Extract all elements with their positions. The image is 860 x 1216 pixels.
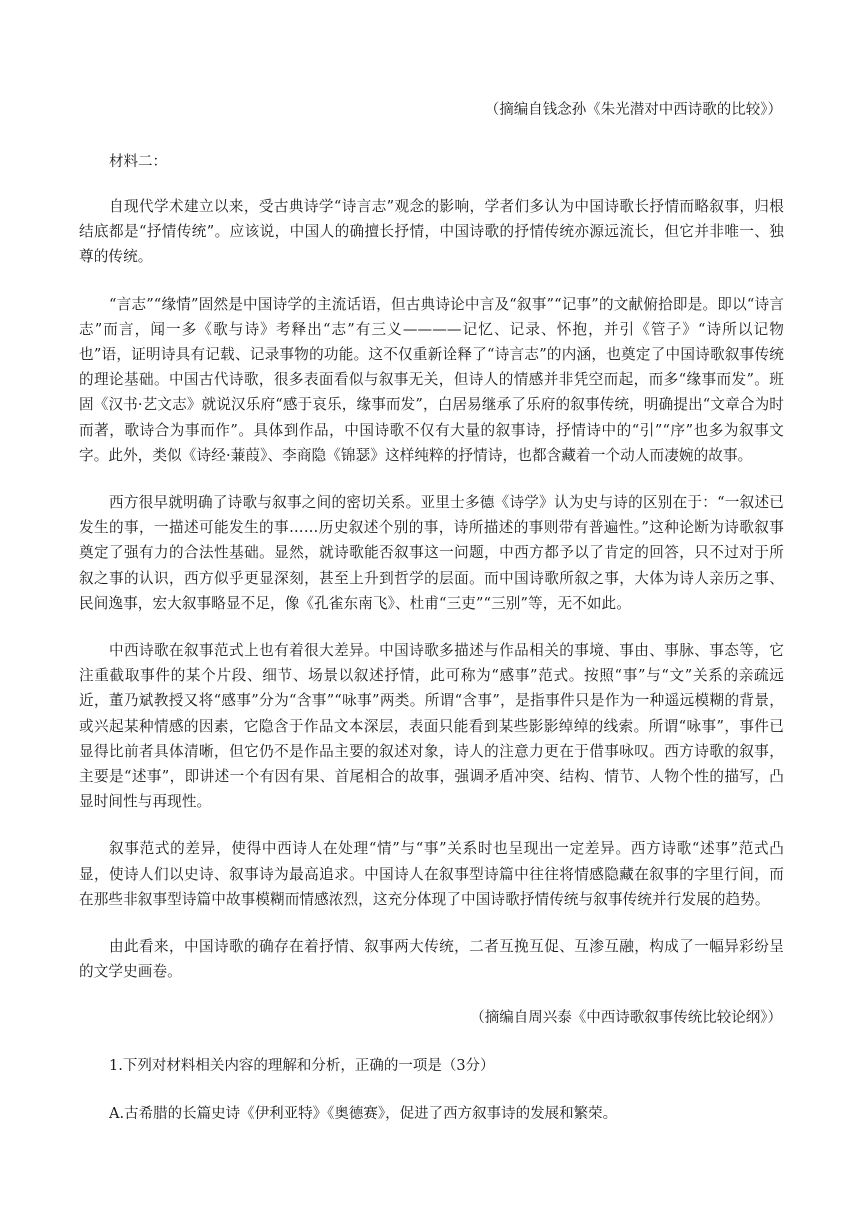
document-page xyxy=(79,98,784,1126)
material-heading: 材料二： xyxy=(109,154,167,170)
paragraph-2: “言志”“缘情”固然是中国诗学的主流话语，但古典诗论中言及“叙事”“记事”的文献俯拾即是。即以“诗言志”而言，闻一多《歌与诗》考释出“志”有三义————记忆、记录、怀抱，并引《管子》“诗所以记物也”语，证明诗具有记载、记录事物的功能。这不仅重新诠释了“诗言志”的内涵，也奠定了中国诗歌叙事传统的理论基础。中国古代诗歌，很多表面看似与叙事无关，但诗人的情感并非凭空而起，而多“缘事而发”。班固《汉书·艺文志》就说汉乐府“感于哀乐，缘事而发”，白居易继承了乐府的叙事传统，明确提出“文章合为时而著，歌诗合为事而作”。具体到作品，中国诗歌不仅有大量的叙事诗，抒情诗中的“引”“序”也多为叙事文字。此外，类似《诗经·蒹葭》、李商隐《锦瑟》这样纯粹的抒情诗，也都含藏着一个动人而凄婉的故事。 xyxy=(79,295,784,464)
paragraph-3: 西方很早就明确了诗歌与叙事之间的密切关系。亚里士多德《诗学》认为史与诗的区别在于：“一叙述已发生的事，一描述可能发生的事……历史叙述个别的事，诗所描述的事则带有普遍性。”这种论断为诗歌叙事奠定了强有力的合法性基础。显然，就诗歌能否叙事这一问题，中西方都予以了肯定的回答，只不过对于所叙之事的认识，西方似乎更显深刻，甚至上升到哲学的层面。而中国诗歌所叙之事，大体为诗人亲历之事、民间逸事，宏大叙事略显不足，像《孔雀东南飞》、杜甫“三吏”“三别”等，无不如此。 xyxy=(79,494,784,612)
paragraph-1: 自现代学术建立以来，受古典诗学“诗言志”观念的影响，学者们多认为中国诗歌长抒情而略叙事，归根结底都是“抒情传统”。应该说，中国人的确擅长抒情，中国诗歌的抒情传统亦源远流长，但它并非唯一、独尊的传统。 xyxy=(79,198,784,266)
question-1: 1.下列对材料相关内容的理解和分析，正确的一项是（3分） xyxy=(109,1058,495,1075)
paragraph-4: 中西诗歌在叙事范式上也有着很大差异。中国诗歌多描述与作品相关的事境、事由、事脉、事态等，它注重截取事件的某个片段、细节、场景以叙述抒情，此可称为“感事”范式。按照“事”与“文”关系的亲疏远近，董乃斌教授又将“感事”分为“含事”“咏事”两类。所谓“含事”，是指事件只是作为一种遥远模糊的背景，或兴起某种情感的因素，它隐含于作品文本深层，表面只能看到某些影影绰绰的线索。所谓“咏事”，事件已显得比前者具体清晰，但它仍不是作品主要的叙述对象，诗人的注意力更在于借事咏叹。西方诗歌的叙事，主要是“述事”，即讲述一个有因有果、首尾相合的故事，强调矛盾冲突、结构、情节、人物个性的描写，凸显时间性与再现性。 xyxy=(79,642,784,811)
paragraph-6: 由此看来，中国诗歌的确存在着抒情、叙事两大传统，二者互挽互促、互渗互融，构成了一幅异彩纷呈的文学史画卷。 xyxy=(79,938,784,981)
option-a: A.古希腊的长篇史诗《伊利亚特》《奥德赛》，促进了西方叙事诗的发展和繁荣。 xyxy=(109,1106,618,1123)
source-citation-2: （摘编自周兴泰《中西诗歌叙事传统比较论纲》） xyxy=(470,1010,782,1027)
source-citation-1: （摘编自钱念孙《朱光潜对中西诗歌的比较》） xyxy=(484,102,782,118)
paragraph-5: 叙事范式的差异，使得中西诗人在处理“情”与“事”关系时也呈现出一定差异。西方诗歌“述事”范式凸显，使诗人们以史诗、叙事诗为最高追求。中国诗人在叙事型诗篇中往往将情感隐藏在叙事的字里行间，而在那些非叙事型诗篇中故事模糊而情感浓烈，这充分体现了中国诗歌抒情传统与叙事传统并行发展的趋势。 xyxy=(79,840,784,908)
